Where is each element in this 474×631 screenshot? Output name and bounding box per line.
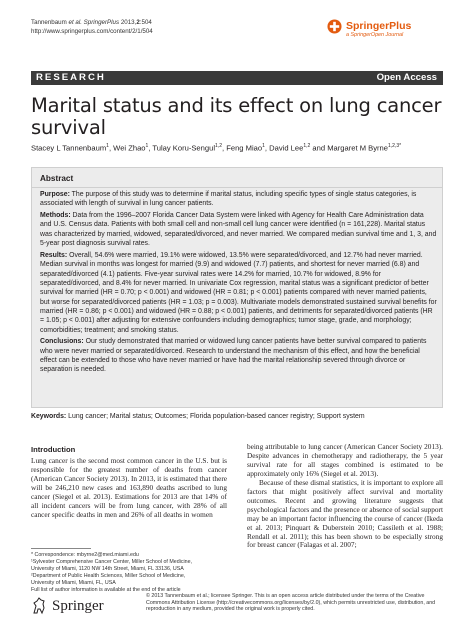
author-name: Wei Zhao (113, 143, 146, 153)
methods-label: Methods: (40, 212, 71, 220)
affiliation-line: ²Department of Public Health Sciences, Miller School of Medicine, (31, 572, 186, 579)
article-title: Marital status and its effect on lung cancer survival (31, 94, 442, 139)
article-url-link[interactable]: http://www.springerplus.com/content/2/1/504 (31, 27, 153, 35)
abstract-purpose (40, 190, 437, 209)
author-name: Margaret M Byrne (327, 143, 388, 153)
springerplus-logo-icon (327, 19, 342, 34)
author-affiliation: 1 (262, 143, 265, 149)
body-paragraph: being attributable to lung cancer (American Cancer Society 2013). Despite advances in chemotherapy and radiotherapy, the 5 year survival rate for all stages combined is estimated to be approximately only 16% (Siegel et al. 2013). (247, 442, 443, 478)
keywords-label: Keywords: (31, 413, 67, 420)
logo-name: SpringerPlus (346, 20, 412, 32)
purpose-label: Purpose: (40, 191, 70, 198)
author-name: Stacey L Tannenbaum (31, 143, 107, 153)
results-label: Results: (40, 251, 68, 259)
open-access-label: Open Access (376, 72, 437, 83)
citation-volume: 2 (136, 19, 140, 26)
author-affiliation: 1 (106, 143, 109, 149)
affiliation-line: University of Miami, Miami, FL, USA (31, 579, 116, 586)
abstract-conclusions (40, 337, 437, 374)
copyright-notice: © 2013 Tannenbaum et al.; licensee Springer. This is an open access article distributed under the terms of the Creative Commons Attribution License (http://creativecommons.org/licenses/by/2.0), which permits unrestricted use, distribution, and reproduction in any medium, provided the original work is properly cited. (146, 593, 436, 613)
logo-subtitle: a SpringerOpen Journal (346, 32, 404, 38)
author-info-note: Full list of author information is available at the end of the article (31, 586, 181, 593)
author-list: Stacey L Tannenbaum$^1$, Wei Zhao$^1$, Tulay Koru-Sengul$^{1,2}$, Feng Miao$^1$, David Lee$^{1,2}$ and Margaret M Byrne$^{1,2,3*}$ (31, 143, 402, 153)
citation-journal: SpringerPlus (83, 19, 120, 26)
conclusions-text: Our study demonstrated that married or widowed lung cancer patients have better survival compared to patients who were never married or separated/divorced. Research to understand the mechanism of this effect, and how the beneficial effect can be extended to those who have never married or have had the marital relationship severed through divorce or separation is needed. (40, 338, 427, 374)
methods-text: Data from the 1996–2007 Florida Cancer Data System were linked with Agency for Health Care Administration data and U.S. Census data. Patients with both small cell and non-small cell lung cancer were identified (n = 161,228). Marital status was characterized by married, widowed, separated/divorced, and never married. We compared median survival time and 1, 3, and 5-year post diagnosis survival rates. (40, 212, 437, 248)
purpose-text: The purpose of this study was to determine if marital status, including specific types of single status categories, is associated with length of survival in lung cancer patients. (40, 191, 417, 208)
abstract-box (31, 167, 443, 408)
results-text: Overall, 54.6% were married, 19.1% were widowed, 13.5% were separated/divorced, and 12.7% had never married. Median survival in months was longest for married (9.9) and widowed (7.7) patients, and shortest for never married (6.8) and separated/divorced (4.1) patients. Five-year survival rates were 14.2% for married, 10.7% for widowed, 8.9% for separated/divorced, and 8.4% for never married. In univariate Cox regression, marital status was a significant predictor of better survival for married (HR = 0.70; p < 0.001) and widowed (HR = 0.81; p < 0.001) patients compared with never married patients, but worse for separated/divorced patients (HR = 1.03; p = 0.003). Multivariate models demonstrated sustained survival benefits for married (HR = 0.86; p < 0.001) and widowed (HR = 0.88; p < 0.001) patients, and detriments for separated/divorced patients (HR = 1.05; p < 0.001) after adjusting for extensive confounders including demographics; tumor stage, grade, and morphology; comorbidities; treatment; and smoking status. (40, 251, 437, 334)
abstract-divider (32, 187, 442, 188)
citation-article: :504 (139, 19, 152, 26)
and-word: and (312, 143, 326, 153)
abstract-heading: Abstract (40, 174, 74, 183)
springerplus-logo (327, 15, 447, 43)
springer-logo-name: Springer (52, 598, 104, 614)
correspondence-email[interactable]: * Correspondence: mbyrne2@med.miami.edu (31, 552, 139, 558)
keywords-line (31, 412, 443, 421)
affiliation-line: University of Miami, 1120 NW 14th Street, Miami, FL 33136, USA (31, 565, 184, 572)
body-column-left (31, 446, 227, 520)
citation-authors: Tannenbaum (31, 19, 67, 26)
abstract-methods (40, 211, 437, 248)
article-type-label: RESEARCH (36, 72, 106, 83)
citation-year: 2013, (120, 19, 137, 26)
abstract-body (40, 190, 437, 377)
affiliation-line: ¹Sylvester Comprehensive Cancer Center, Miller School of Medicine, (31, 558, 193, 565)
author-name: Feng Miao (226, 143, 263, 153)
footnote-divider (31, 548, 91, 549)
author-name: David Lee (269, 143, 304, 153)
body-paragraph: Lung cancer is the second most common cancer in the U.S. but is responsible for the greatest number of deaths from cancer (American Cancer Society 2013). In 2013, it is estimated that there will be 246,210 new cases and 163,890 deaths ascribed to lung cancer (Siegel et al. 2013). Estimations for 2013 are that 14% of all incident cancers will be from lung cancer, with 28% of all cancer specific deaths in men and 26% of all deaths in women (31, 455, 227, 519)
author-affiliation: 1,2,3* (387, 143, 402, 149)
citation-etal: et al. (68, 19, 82, 26)
abstract-results (40, 251, 437, 335)
conclusions-label: Conclusions: (40, 338, 84, 346)
body-column-right (247, 443, 443, 550)
author-affiliation: 1,2 (303, 143, 311, 149)
author-affiliation: 1 (145, 143, 149, 149)
author-name: Tulay Koru-Sengul (152, 143, 216, 153)
article-type-bar (31, 71, 443, 85)
citation-header (31, 19, 153, 36)
body-paragraph: Because of these dismal statistics, it is important to explore all factors that might positively affect survival and mortality outcomes. Recent and growing literature suggests that psychological factors and the presence or absence of social support may be an important factor influencing the course of cancer (Ikeda et al. 2013; Pinquart & Duberstein 2010; Cassileth et al. 1988; Rendall et al. 2011); this has been shown to be especially strong for breast cancer (Falagas et al. 2007; (247, 477, 443, 550)
springer-logo (31, 595, 146, 619)
springer-horse-icon (31, 597, 47, 615)
keywords-text: Lung cancer; Marital status; Outcomes; Florida population-based cancer registry; Support system (68, 413, 365, 420)
footnotes (31, 552, 231, 593)
citation-line (31, 19, 153, 28)
introduction-heading: Introduction (31, 445, 76, 454)
author-affiliation: 1,2 (215, 143, 222, 149)
